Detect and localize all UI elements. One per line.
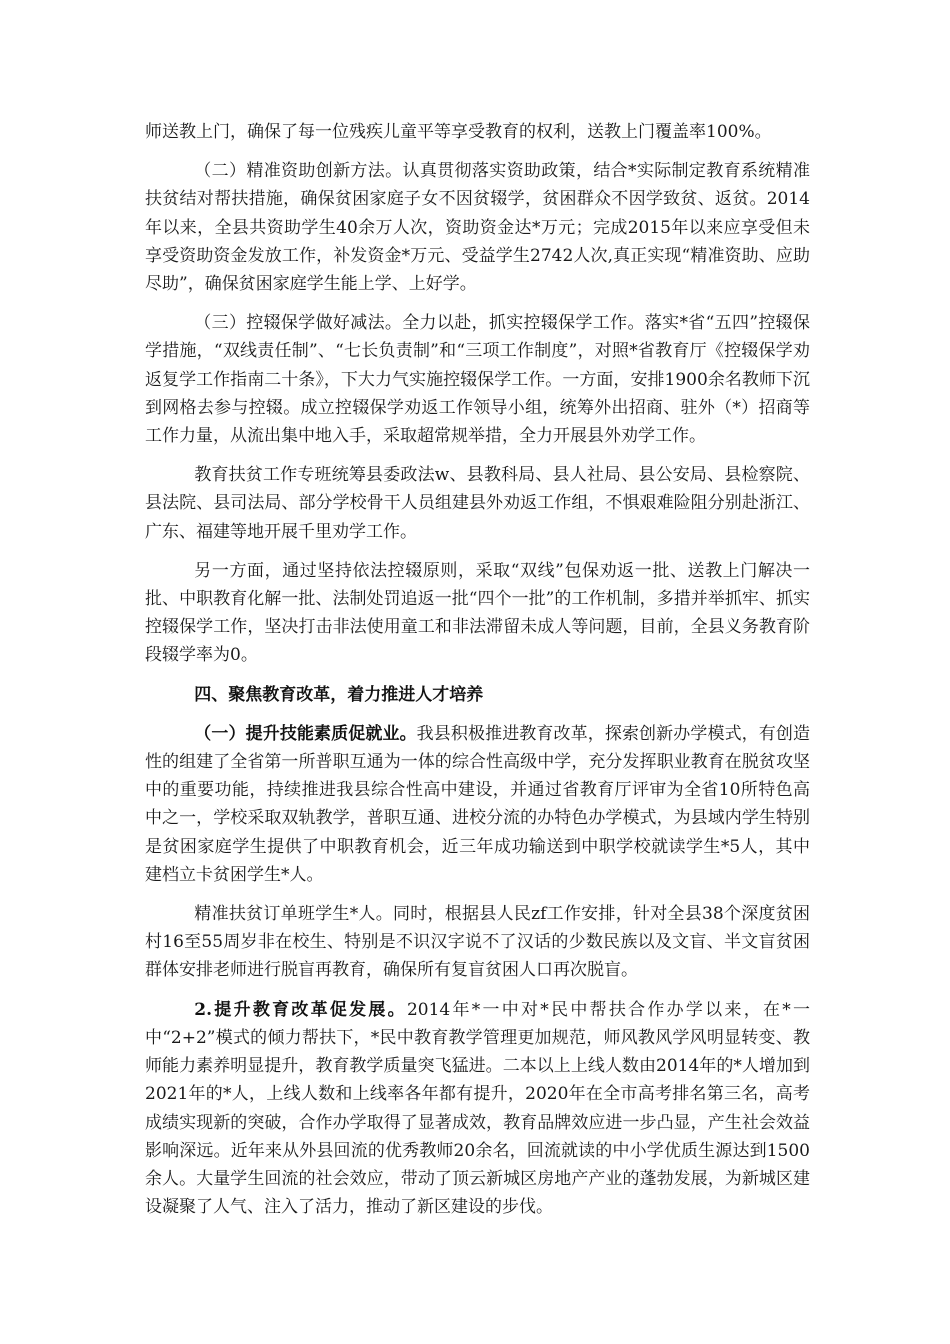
paragraph-continuation — [145, 118, 810, 146]
paragraph-other-measures — [145, 557, 810, 670]
paragraph-lead: 2.提升教育改革促发展。 — [194, 999, 407, 1020]
paragraph-text: （二）精准资助创新方法。认真贯彻落实资助政策，结合*实际制定教育系统精准扶贫结对帮扶措施，确保贫困家庭子女不因贫辍学，贫困群众不因学致贫、返贫。2014年以来，全县共资助学生40余万人次，资助资金达*万元；完成2015年以来应享受但未享受资助资金发放工作，补发资金*万元、受益学生2742人次,真正实现“精准资助、应助尽助”，确保贫困家庭学生能上学、上好学。 — [145, 161, 810, 295]
paragraph-skills-employment — [145, 720, 810, 889]
paragraph-text: （三）控辍保学做好减法。全力以赴，抓实控辍保学工作。落实*省“五四”控辍保学措施，“双线责任制”、“七长负责制”和“三项工作制度”，对照*省教育厅《控辍保学劝返复学工作指南二十条》，下大力气实施控辍保学工作。一方面，安排1900余名教师下沉到网格去参与控辍。成立控辍保学劝返工作领导小组，统筹外出招商、驻外（*）招商等工作力量，从流出集中地入手，采取超常规举措，全力开展县外劝学工作。 — [145, 313, 810, 447]
paragraph-order-class — [145, 900, 810, 985]
document-body — [145, 118, 810, 1221]
paragraph-task-force — [145, 461, 810, 546]
paragraph-lead: （一）提升技能素质促就业。 — [194, 723, 417, 744]
paragraph-text: 师送教上门，确保了每一位残疾儿童平等享受教育的权利，送教上门覆盖率100%。 — [145, 122, 772, 142]
paragraph-dropout-control — [145, 309, 810, 450]
paragraph-text: 我县积极推进教育改革，探索创新办学模式，有创造性的组建了全省第一所普职互通为一体的综合性高级中学，充分发挥职业教育在脱贫攻坚中的重要功能，持续推进我县综合性高中建设，并通过省教育厅评审为全省10所特色高中之一，学校采取双轨教学，普职互通、进校分流的办特色办学模式，为县域内学生特别是贫困家庭学生提供了中职教育机会，近三年成功输送到中职学校就读学生*5人，其中建档立卡贫困学生*人。 — [145, 723, 810, 885]
paragraph-reform-development — [145, 996, 810, 1222]
paragraph-text: 另一方面，通过坚持依法控辍原则，采取“双线”包保劝返一批、送教上门解决一批、中职教育化解一批、法制处罚追返一批“四个一批”的工作机制，多措并举抓牢、抓实控辍保学工作，坚决打击非法使用童工和非法滞留未成人等问题，目前，全县义务教育阶段辍学率为0。 — [145, 560, 810, 666]
paragraph-precise-funding — [145, 157, 810, 298]
section-heading: 四、聚焦教育改革，着力推进人才培养 — [194, 684, 484, 705]
paragraph-text: 教育扶贫工作专班统筹县委政法w、县教科局、县人社局、县公安局、县检察院、县法院、县司法局、部分学校骨干人员组建县外劝返工作组，不惧艰难险阻分别赴浙江、广东、福建等地开展千里劝学工作。 — [145, 465, 810, 542]
paragraph-text: 精准扶贫订单班学生*人。同时，根据县人民zf工作安排，针对全县38个深度贫困村16至55周岁非在校生、特别是不识汉字说不了汉话的少数民族以及文盲、半文盲贫困群体安排老师进行脱盲再教育，确保所有复盲贫困人口再次脱盲。 — [145, 904, 810, 981]
paragraph-text: 2014年*一中对*民中帮扶合作办学以来，在*一中“2+2”模式的倾力帮扶下，*民中教育教学管理更加规范，师风教风学风明显转变、教师能力素养明显提升，教育教学质量突飞猛进。二本以上上线人数由2014年的*人增加到2021年的*人，上线人数和上线率各年都有提升，2020年在全市高考排名第三名，高考成绩实现新的突破，合作办学取得了显著成效，教育品牌效应进一步凸显，产生社会效益影响深远。近年来从外县回流的优秀教师20余名，回流就读的中小学优质生源达到1500余人。大量学生回流的社会效应，带动了顶云新城区房地产产业的蓬勃发展，为新城区建设凝聚了人气、注入了活力，推动了新区建设的步伐。 — [145, 999, 810, 1218]
